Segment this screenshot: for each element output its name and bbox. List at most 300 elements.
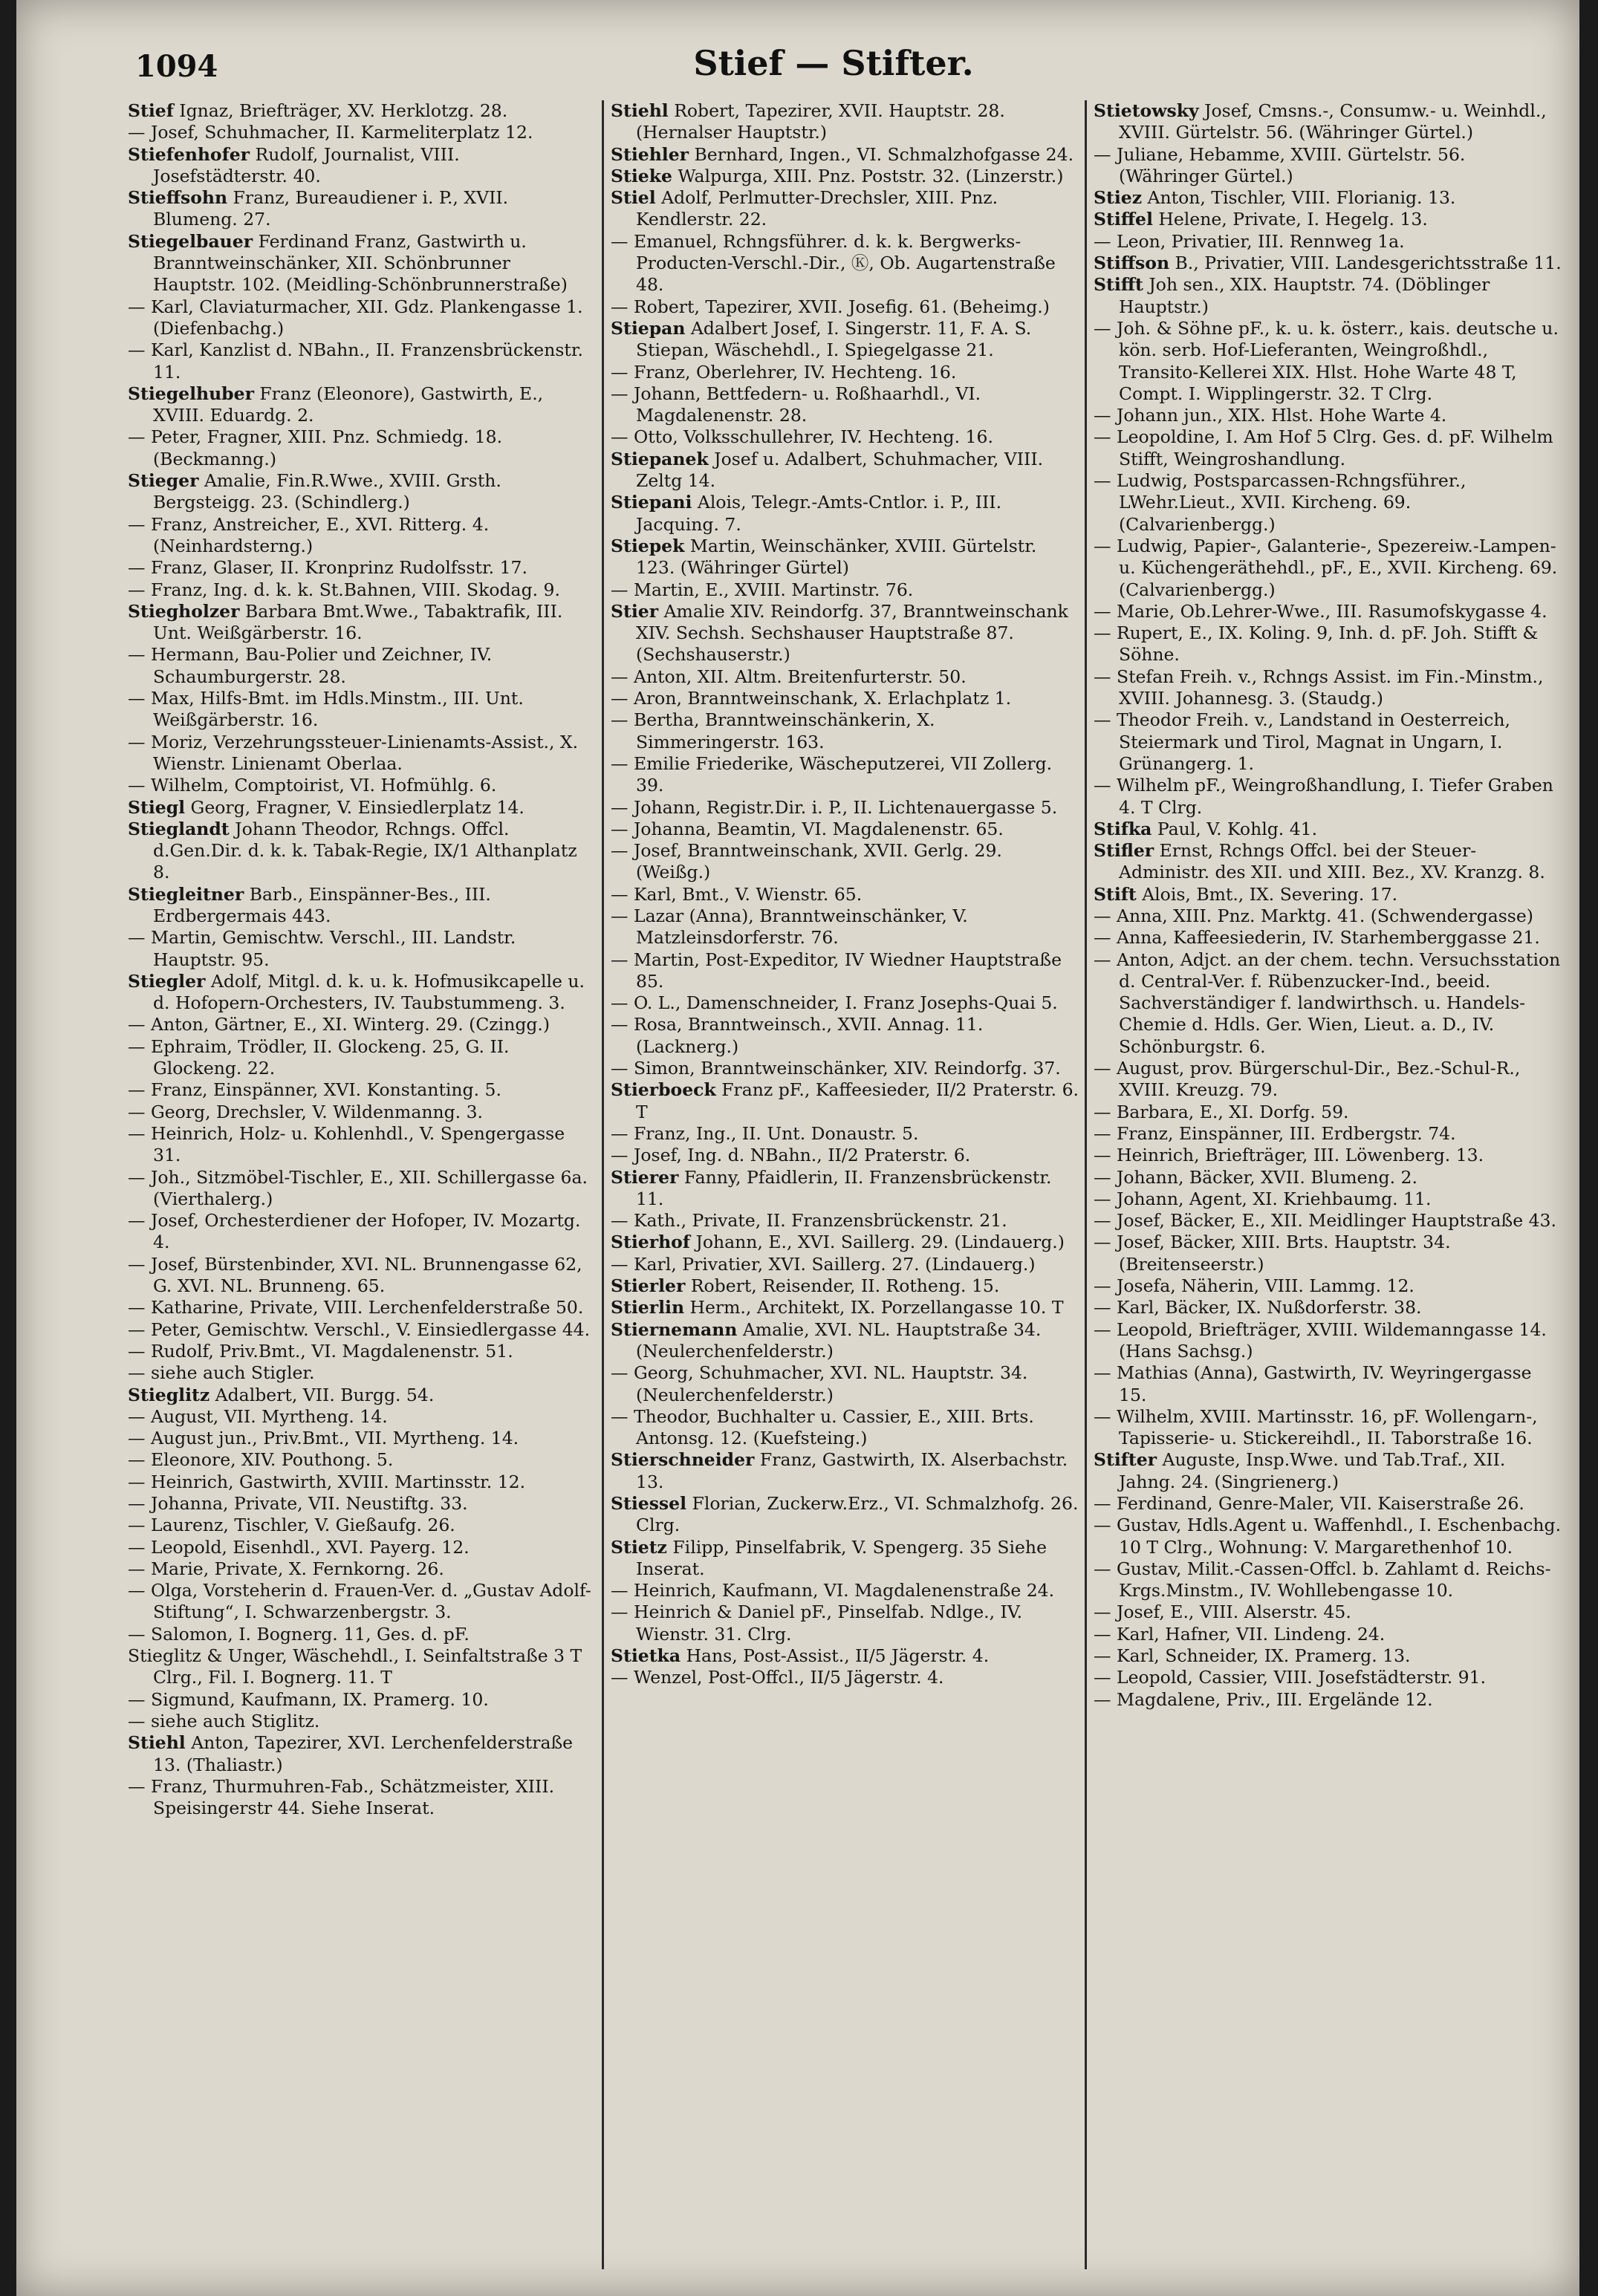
entry-text: — Emilie Friederike, Wäscheputzerei, VII Zollerg. 39.: [611, 752, 1053, 796]
directory-entry: [611, 1667, 1080, 1688]
entry-text: Amalie XIV. Reindorfg. 37, Branntweinschank XIV. Sechsh. Sechshauser Hauptstraße 87. (Sechshauserstr.): [636, 600, 1068, 666]
directory-entry: [128, 1319, 597, 1341]
entry-text: Fanny, Pfaidlerin, II. Franzensbrückenstr. 11.: [636, 1166, 1052, 1209]
entry-text: — Josef, E., VIII. Alserstr. 45.: [1094, 1601, 1351, 1623]
directory-entry: [1094, 1645, 1563, 1667]
entry-text: — Johann, Agent, XI. Kriehbaumg. 11.: [1094, 1188, 1432, 1209]
directory-entry: [611, 362, 1080, 383]
page-header: [105, 42, 1562, 94]
directory-entry: [611, 536, 1080, 579]
entry-text: Amalie, XVI. NL. Hauptstraße 34. (Neulerchenfelderstr.): [636, 1318, 1042, 1362]
entry-text: — Anton, XII. Altm. Breitenfurterstr. 50.: [611, 666, 967, 687]
directory-entry: [128, 1123, 597, 1167]
entry-text: — Heinrich, Holz- u. Kohlenhdl., V. Spengergasse 31.: [128, 1122, 565, 1166]
entry-text: — Heinrich, Gastwirth, XVIII. Martinsstr. 12.: [128, 1471, 526, 1492]
directory-entry: [128, 1537, 597, 1558]
entry-text: — Anna, Kaffeesiederin, IV. Starhemberggasse 21.: [1094, 927, 1540, 949]
entry-surname: Stieglandt: [128, 818, 230, 839]
entry-text: — Karl, Schneider, IX. Pramerg. 13.: [1094, 1645, 1411, 1667]
directory-entry: [1094, 1123, 1563, 1145]
directory-entry: [128, 1732, 597, 1776]
column-divider: [602, 100, 604, 2269]
entry-text: Amalie, Fin.R.Wwe., XVIII. Grsth. Bergsteigg. 23. (Schindlerg.): [153, 470, 501, 513]
entry-columns: [128, 100, 1569, 2269]
entry-text: Ernst, Rchngs Offcl. bei der Steuer-Administr. des XII. und XIII. Bez., XV. Kranzg. 8.: [1119, 840, 1545, 883]
entry-text: — siehe auch Stigler.: [128, 1362, 315, 1384]
directory-entry: [611, 1254, 1080, 1275]
directory-entry: [1094, 819, 1563, 840]
entry-text: — Johann, Bettfedern- u. Roßhaarhdl., VI. Magdalenenstr. 28.: [611, 383, 981, 426]
directory-entry: [611, 797, 1080, 819]
entry-text: — Josef, Ing. d. NBahn., II/2 Praterstr. 6.: [611, 1145, 971, 1166]
entry-surname: Stifter: [1094, 1449, 1157, 1471]
entry-surname: Stietz: [611, 1536, 667, 1558]
directory-entry: [128, 1558, 597, 1580]
directory-entry: [128, 1711, 597, 1732]
directory-entry: [128, 797, 597, 819]
directory-entry: [128, 927, 597, 971]
running-title: Stief — Stifter.: [693, 43, 974, 83]
entry-text: — Martin, Post-Expeditor, IV Wiedner Hauptstraße 85.: [611, 949, 1062, 992]
entry-text: Johann Theodor, Rchngs. Offcl. d.Gen.Dir. d. k. k. Tabak-Regie, IX/1 Althanplatz 8.: [153, 818, 577, 883]
entry-text: — Karl, Bäcker, IX. Nußdorferstr. 38.: [1094, 1297, 1422, 1318]
entry-text: — Karl, Hafner, VII. Lindeng. 24.: [1094, 1623, 1386, 1645]
entry-text: Auguste, Insp.Wwe. und Tab.Traf., XII. Jahng. 24. (Singrienerg.): [1119, 1449, 1506, 1492]
directory-entry: [611, 1601, 1080, 1645]
entry-text: — Georg, Drechsler, V. Wildenmanng. 3.: [128, 1101, 483, 1122]
directory-entry: [128, 426, 597, 470]
directory-entry: [128, 122, 597, 143]
directory-entry: [1094, 536, 1563, 601]
entry-text: — Franz, Glaser, II. Kronprinz Rudolfsstr. 17.: [128, 557, 527, 579]
entry-text: — Rosa, Branntweinsch., XVII. Annag. 11. (Lacknerg.): [611, 1014, 984, 1057]
entry-surname: Stiffson: [1094, 253, 1170, 274]
entry-text: — Franz, Einspänner, XVI. Konstanting. 5.: [128, 1079, 501, 1101]
entry-text: Helene, Private, I. Hegelg. 13.: [1152, 209, 1428, 230]
entry-text: Adalbert Josef, I. Singerstr. 11, F. A. S. Stiepan, Wäschehdl., I. Spiegelgasse 21.: [636, 317, 1032, 361]
entry-surname: Stiegelhuber: [128, 383, 254, 404]
entry-surname: Stiegholzer: [128, 600, 240, 622]
directory-entry: [128, 884, 597, 928]
directory-entry: [611, 383, 1080, 427]
directory-entry: [128, 1014, 597, 1035]
directory-entry: [1094, 709, 1563, 775]
directory-entry: [1094, 622, 1563, 666]
entry-text: — Karl, Claviaturmacher, XII. Gdz. Plankengasse 1. (Diefenbachg.): [128, 296, 583, 339]
directory-entry: [611, 819, 1080, 840]
directory-entry: [1094, 100, 1563, 144]
directory-entry: [128, 100, 597, 122]
entry-text: — August, VII. Myrtheng. 14.: [128, 1405, 388, 1427]
directory-entry: [128, 688, 597, 732]
entry-text: Robert, Tapezirer, XVII. Hauptstr. 28. (Hernalser Hauptstr.): [636, 100, 1005, 143]
entry-text: — Leopoldine, I. Am Hof 5 Clrg. Ges. d. pF. Wilhelm Stifft, Weingroshandlung.: [1094, 426, 1553, 469]
directory-entry: [128, 1515, 597, 1536]
entry-text: — Emanuel, Rchngsführer. d. k. k. Bergwerks-Producten-Verschl.-Dir., Ⓚ, Ob. Augartenstraße 48.: [611, 230, 1056, 296]
entry-text: — Josef, Branntweinschank, XVII. Gerlg. 29. (Weißg.): [611, 840, 1002, 883]
entry-text: — Aron, Branntweinschank, X. Erlachplatz 1.: [611, 688, 1012, 709]
directory-entry: [128, 383, 597, 427]
directory-entry: [611, 1406, 1080, 1450]
column-left: [128, 100, 597, 2269]
directory-entry: [1094, 1406, 1563, 1450]
entry-text: — Leopold, Cassier, VIII. Josefstädterstr. 91.: [1094, 1667, 1487, 1688]
directory-entry: [611, 100, 1080, 144]
entry-text: B., Privatier, VIII. Landesgerichtsstraße 11.: [1169, 253, 1562, 274]
entry-surname: Stieger: [128, 470, 199, 492]
directory-entry: [1094, 1188, 1563, 1210]
directory-entry: [1094, 144, 1563, 188]
entry-text: — Johann, Bäcker, XVII. Blumeng. 2.: [1094, 1166, 1417, 1188]
directory-entry: [611, 1145, 1080, 1166]
entry-surname: Stierboeck: [611, 1079, 716, 1101]
directory-entry: [128, 1406, 597, 1428]
entry-surname: Stiepanek: [611, 448, 709, 469]
entry-text: — Ferdinand, Genre-Maler, VII. Kaiserstraße 26.: [1094, 1493, 1524, 1514]
directory-entry: [128, 1580, 597, 1624]
directory-entry: [611, 1319, 1080, 1363]
page-number: 1094: [135, 49, 218, 84]
entry-text: — Franz, Einspänner, III. Erdbergstr. 74.: [1094, 1122, 1456, 1144]
entry-text: — Franz, Oberlehrer, IV. Hechteng. 16.: [611, 361, 957, 383]
directory-entry: [1094, 1232, 1563, 1275]
directory-entry: [1094, 1145, 1563, 1166]
directory-entry: [1094, 318, 1563, 405]
directory-entry: [128, 231, 597, 296]
column-middle: [611, 100, 1080, 2269]
entry-text: — Joh. & Söhne pF., k. u. k. österr., kais. deutsche u. kön. serb. Hof-Lieferanten, Weingroßhdl., Transito-Kellerei XIX. Hlst. Hohe Warte 48 T, Compt. I. Wipplingerstr. 32. T Clrg.: [1094, 317, 1559, 404]
entry-text: — Ephraim, Trödler, II. Glockeng. 25, G. II. Glockeng. 22.: [128, 1035, 510, 1079]
directory-entry: [611, 884, 1080, 905]
directory-entry: [128, 1036, 597, 1080]
directory-entry: [611, 1362, 1080, 1406]
directory-entry: [1094, 1624, 1563, 1645]
entry-text: — Olga, Vorsteherin d. Frauen-Ver. d. „Gustav Adolf-Stiftung“, I. Schwarzenbergstr. 3.: [128, 1580, 591, 1623]
directory-entry: [1094, 840, 1563, 884]
directory-entry: [128, 1471, 597, 1493]
directory-entry: [1094, 1058, 1563, 1102]
entry-text: Alois, Bmt., IX. Severing. 17.: [1136, 883, 1398, 905]
entry-text: — Sigmund, Kaufmann, IX. Pramerg. 10.: [128, 1688, 489, 1710]
directory-entry: [128, 1210, 597, 1254]
entry-text: — Eleonore, XIV. Pouthong. 5.: [128, 1449, 394, 1471]
entry-text: Rudolf, Journalist, VIII. Josefstädterstr. 40.: [153, 143, 460, 186]
directory-entry: [128, 1689, 597, 1711]
directory-entry: [1094, 426, 1563, 470]
directory-entry: [128, 732, 597, 775]
directory-entry: [611, 231, 1080, 296]
entry-surname: Stierschneider: [611, 1449, 755, 1471]
entry-text: Anton, Tapezirer, XVI. Lerchenfelderstraße 13. (Thaliastr.): [153, 1732, 574, 1775]
entry-text: Martin, Weinschänker, XVIII. Gürtelstr. 123. (Währinger Gürtel): [636, 535, 1037, 579]
entry-surname: Stierer: [611, 1166, 679, 1188]
entry-text: Franz, Gastwirth, IX. Alserbachstr. 13.: [636, 1449, 1068, 1492]
column-divider: [1085, 100, 1087, 2269]
entry-text: — Franz, Ing., II. Unt. Donaustr. 5.: [611, 1122, 919, 1144]
entry-text: — Mathias (Anna), Gastwirth, IV. Weyringergasse 15.: [1094, 1362, 1532, 1405]
directory-entry: [611, 1058, 1080, 1079]
entry-text: — O. L., Damenschneider, I. Franz Josephs-Quai 5.: [611, 992, 1058, 1014]
entry-text: — Ludwig, Postsparcassen-Rchngsführer., LWehr.Lieut., XVII. Kircheng. 69. (Calvarienbergg.): [1094, 470, 1467, 535]
directory-entry: [1094, 905, 1563, 927]
directory-entry: [611, 492, 1080, 536]
entry-text: Franz (Eleonore), Gastwirth, E., XVIII. Eduardg. 2.: [153, 383, 544, 426]
entry-text: — Josef, Schuhmacher, II. Karmeliterplatz 12.: [128, 122, 533, 143]
directory-entry: [128, 1297, 597, 1318]
directory-entry: [611, 1014, 1080, 1058]
entry-text: — Barbara, E., XI. Dorfg. 59.: [1094, 1101, 1349, 1122]
entry-text: Bernhard, Ingen., VI. Schmalzhofgasse 24.: [689, 143, 1074, 165]
entry-text: Johann, E., XVI. Saillerg. 29. (Lindauerg.): [689, 1232, 1065, 1253]
entry-text: — Josef, Bäcker, E., XII. Meidlinger Hauptstraße 43.: [1094, 1210, 1556, 1232]
directory-entry: [611, 1537, 1080, 1581]
directory-entry: [128, 1167, 597, 1211]
entry-text: Adalbert, VII. Burgg. 54.: [210, 1384, 435, 1405]
entry-text: Herm., Architekt, IX. Porzellangasse 10. T: [684, 1297, 1064, 1318]
entry-text: Barbara Bmt.Wwe., Tabaktrafik, III. Unt. Weißgärberstr. 16.: [153, 600, 563, 644]
entry-text: — Anna, XIII. Pnz. Marktg. 41. (Schwendergasse): [1094, 905, 1533, 926]
entry-text: Hans, Post-Assist., II/5 Jägerstr. 4.: [681, 1645, 990, 1667]
entry-text: Adolf, Perlmutter-Drechsler, XIII. Pnz. Kendlerstr. 22.: [636, 187, 998, 230]
entry-text: — Lazar (Anna), Branntweinschänker, V. Matzleinsdorferstr. 76.: [611, 905, 968, 949]
entry-text: Anton, Tischler, VIII. Florianig. 13.: [1142, 187, 1456, 209]
directory-entry: [611, 187, 1080, 231]
entry-surname: Stiepani: [611, 492, 692, 513]
directory-entry: [1094, 775, 1563, 819]
directory-entry: [128, 144, 597, 188]
entry-surname: Stiegelbauer: [128, 230, 253, 252]
directory-entry: [128, 557, 597, 579]
directory-entry: [611, 579, 1080, 601]
directory-entry: [1094, 470, 1563, 536]
directory-entry: [611, 1580, 1080, 1601]
entry-text: — Leon, Privatier, III. Rennweg 1a.: [1094, 230, 1405, 252]
entry-text: — Martin, Gemischtw. Verschl., III. Landstr. Hauptstr. 95.: [128, 927, 516, 970]
directory-entry: [611, 1275, 1080, 1297]
directory-entry: [128, 1493, 597, 1515]
entry-surname: Stieglitz: [128, 1384, 210, 1405]
directory-entry: [611, 753, 1080, 797]
directory-entry: [611, 1210, 1080, 1232]
entry-text: — Franz, Thurmuhren-Fab., Schätzmeister, XIII. Speisingerstr 44. Siehe Inserat.: [128, 1775, 555, 1819]
entry-text: — Hermann, Bau-Polier und Zeichner, IV. Schaumburgerstr. 28.: [128, 644, 493, 687]
directory-entry: [611, 905, 1080, 949]
directory-entry: [1094, 1449, 1563, 1493]
entry-text: — Josefa, Näherin, VIII. Lammg. 12.: [1094, 1275, 1415, 1297]
entry-text: — Juliane, Hebamme, XVIII. Gürtelstr. 56. (Währinger Gürtel.): [1094, 143, 1466, 186]
directory-entry: [1094, 1667, 1563, 1688]
directory-entry: [128, 1645, 597, 1689]
entry-text: — Franz, Ing. d. k. k. St.Bahnen, VIII. Skodag. 9.: [128, 579, 560, 600]
entry-text: Filipp, Pinselfabrik, V. Spengerg. 35 Siehe Inserat.: [636, 1536, 1047, 1579]
entry-text: Florian, Zuckerw.Erz., VI. Schmalzhofg. 26. Clrg.: [636, 1493, 1079, 1536]
entry-text: — Stefan Freih. v., Rchngs Assist. im Fin.-Minstm., XVIII. Johannesg. 3. (Staudg.): [1094, 666, 1544, 709]
directory-entry: [1094, 1558, 1563, 1602]
directory-entry: [128, 775, 597, 796]
entry-surname: Stifft: [1094, 274, 1143, 296]
entry-text: Alois, Telegr.-Amts-Cntlor. i. P., III. Jacquing. 7.: [636, 492, 1002, 535]
entry-surname: Stier: [611, 600, 659, 622]
directory-entry: [128, 1428, 597, 1449]
entry-text: Robert, Reisender, II. Rotheng. 15.: [685, 1275, 1000, 1297]
directory-entry: [611, 449, 1080, 492]
entry-surname: Stiehl: [128, 1732, 186, 1754]
entry-text: — Heinrich & Daniel pF., Pinselfab. Ndlge., IV. Wienstr. 31. Clrg.: [611, 1601, 1023, 1645]
entry-text: — Johanna, Beamtin, VI. Magdalenenstr. 65.: [611, 818, 1004, 839]
directory-entry: [1094, 884, 1563, 905]
entry-surname: Stiepek: [611, 535, 685, 556]
directory-entry: [611, 840, 1080, 884]
entry-text: Josef, Cmsns.-, Consumw.- u. Weinhdl., XVIII. Gürtelstr. 56. (Währinger Gürtel.): [1119, 100, 1547, 143]
directory-entry: [611, 1123, 1080, 1145]
entry-text: — Rupert, E., IX. Koling. 9, Inh. d. pF. Joh. Stifft & Söhne.: [1094, 622, 1539, 666]
directory-entry: [128, 296, 597, 340]
entry-text: — Kath., Private, II. Franzensbrückenstr. 21.: [611, 1210, 1007, 1232]
directory-entry: [611, 1297, 1080, 1318]
directory-entry: [1094, 1167, 1563, 1188]
entry-text: — Josef, Orchesterdiener der Hofoper, IV. Mozartg. 4.: [128, 1210, 581, 1253]
entry-text: Franz, Bureaudiener i. P., XVII. Blumeng. 27.: [153, 187, 509, 230]
directory-entry: [611, 296, 1080, 318]
directory-entry: [1094, 209, 1563, 230]
entry-text: Paul, V. Kohlg. 41.: [1152, 818, 1318, 839]
entry-surname: Stiehler: [611, 143, 689, 165]
entry-surname: Stiepan: [611, 317, 686, 339]
directory-entry: [1094, 187, 1563, 209]
entry-surname: Stierler: [611, 1275, 686, 1297]
entry-text: — Peter, Fragner, XIII. Pnz. Schmiedg. 18. (Beckmanng.): [128, 426, 503, 469]
entry-text: — Peter, Gemischtw. Verschl., V. Einsiedlergasse 44.: [128, 1318, 591, 1340]
directory-entry: [128, 1385, 597, 1406]
entry-text: — Wilhelm pF., Weingroßhandlung, I. Tiefer Graben 4. T Clrg.: [1094, 775, 1553, 818]
directory-entry: [128, 1624, 597, 1645]
entry-surname: Stieke: [611, 165, 672, 186]
directory-entry: [1094, 1493, 1563, 1515]
entry-text: — Marie, Private, X. Fernkorng. 26.: [128, 1558, 444, 1579]
directory-entry: [611, 1645, 1080, 1667]
directory-entry: [611, 949, 1080, 993]
directory-entry: [1094, 1102, 1563, 1123]
entry-surname: Stift: [1094, 883, 1137, 905]
entry-surname: Stiehl: [611, 100, 669, 121]
entry-surname: Stierhof: [611, 1232, 690, 1253]
directory-entry: [128, 187, 597, 231]
entry-surname: Stieffsohn: [128, 187, 228, 209]
entry-text: Ferdinand Franz, Gastwirth u. Branntweinschänker, XII. Schönbrunner Hauptstr. 102. (Meidling-Schönbrunnerstraße): [153, 230, 568, 296]
entry-surname: Stiefenhofer: [128, 143, 250, 165]
entry-text: — Franz, Anstreicher, E., XVI. Ritterg. 4. (Neinhardsterng.): [128, 513, 490, 556]
entry-text: — Gustav, Hdls.Agent u. Waffenhdl., I. Eschenbachg. 10 T Clrg., Wohnung: V. Margarethenhof 10.: [1094, 1515, 1562, 1558]
entry-text: Georg, Fragner, V. Einsiedlerplatz 14.: [185, 796, 524, 818]
directory-page: [16, 0, 1579, 2296]
directory-entry: [611, 688, 1080, 709]
entry-text: — Joh., Sitzmöbel-Tischler, E., XII. Schillergasse 6a. (Vierthalerg.): [128, 1166, 588, 1209]
entry-text: Joh sen., XIX. Hauptstr. 74. (Döblinger Hauptstr.): [1119, 274, 1490, 317]
entry-text: — Heinrich, Kaufmann, VI. Magdalenenstraße 24.: [611, 1580, 1055, 1601]
directory-entry: [611, 426, 1080, 448]
directory-entry: [611, 666, 1080, 688]
entry-text: — Martin, E., XVIII. Martinstr. 76.: [611, 579, 914, 600]
entry-text: — Marie, Ob.Lehrer-Wwe., III. Rasumofskygasse 4.: [1094, 600, 1547, 622]
directory-entry: [128, 339, 597, 383]
directory-entry: [611, 1232, 1080, 1253]
entry-surname: Stiel: [611, 187, 656, 209]
directory-entry: [611, 166, 1080, 187]
entry-text: — Otto, Volksschullehrer, IV. Hechteng. 16.: [611, 426, 993, 448]
entry-text: — Gustav, Milit.-Cassen-Offcl. b. Zahlamt d. Reichs-Krgs.Minstm., IV. Wohllebengasse 10.: [1094, 1558, 1551, 1601]
entry-text: — Simon, Branntweinschänker, XIV. Reindorfg. 37.: [611, 1058, 1061, 1079]
directory-entry: [128, 1079, 597, 1101]
entry-text: — Wilhelm, XVIII. Martinsstr. 16, pF. Wollengarn-, Tapisserie- u. Stickereihdl., II. Taborstraße 16.: [1094, 1405, 1538, 1449]
entry-surname: Stifler: [1094, 840, 1154, 862]
directory-entry: [128, 1776, 597, 1820]
entry-text: — Heinrich, Briefträger, III. Löwenberg. 13.: [1094, 1145, 1484, 1166]
entry-text: — Johanna, Private, VII. Neustiftg. 33.: [128, 1493, 468, 1514]
directory-entry: [1094, 274, 1563, 318]
entry-text: — Ludwig, Papier-, Galanterie-, Spezereiw.-Lampen- u. Küchengeräthehdl., pF., E., XVII. Kircheng. 69. (Calvarienbergg.): [1094, 535, 1558, 600]
directory-entry: [1094, 1601, 1563, 1623]
directory-entry: [128, 1362, 597, 1384]
entry-text: — Bertha, Branntweinschänkerin, X. Simmeringerstr. 163.: [611, 709, 935, 752]
entry-text: — Anton, Adjct. an der chem. techn. Versuchsstation d. Central-Ver. f. Rübenzucker-Ind., beeid. Sachverständiger f. landwirthsch. u. Handels-Chemie d. Hdls. Ger. Wien, Lieut. a. D., IV. Schönburgstr. 6.: [1094, 949, 1561, 1057]
directory-entry: [1094, 601, 1563, 622]
entry-text: — Katharine, Private, VIII. Lerchenfelderstraße 50.: [128, 1297, 584, 1318]
entry-text: — Robert, Tapezirer, XVII. Josefig. 61. (Beheimg.): [611, 296, 1050, 317]
entry-surname: Stifka: [1094, 818, 1152, 839]
entry-surname: Stiegleitner: [128, 883, 244, 905]
entry-text: Barb., Einspänner-Bes., III. Erdbergermais 443.: [153, 883, 491, 926]
entry-surname: Stiegler: [128, 970, 206, 992]
directory-entry: [1094, 1297, 1563, 1318]
directory-entry: [128, 579, 597, 601]
directory-entry: [611, 144, 1080, 166]
entry-text: — Theodor, Buchhalter u. Cassier, E., XIII. Brts. Antonsg. 12. (Kuefsteing.): [611, 1405, 1034, 1449]
entry-surname: Stiffel: [1094, 209, 1153, 230]
directory-entry: [128, 644, 597, 688]
entry-text: Josef u. Adalbert, Schuhmacher, VIII. Zeltg 14.: [636, 448, 1044, 492]
entry-text: — siehe auch Stiglitz.: [128, 1710, 320, 1731]
column-right: [1094, 100, 1563, 2269]
entry-text: — August jun., Priv.Bmt., VII. Myrtheng. 14.: [128, 1428, 519, 1449]
entry-surname: Stiez: [1094, 187, 1143, 209]
entry-text: — Magdalene, Priv., III. Ergelände 12.: [1094, 1688, 1433, 1710]
directory-entry: [1094, 666, 1563, 710]
directory-entry: [611, 1079, 1080, 1123]
directory-entry: [1094, 1689, 1563, 1711]
entry-text: Adolf, Mitgl. d. k. u. k. Hofmusikcapelle u. d. Hofopern-Orchesters, IV. Taubstummeng. 3.: [153, 970, 585, 1014]
entry-surname: Stief: [128, 100, 174, 121]
entry-text: — Leopold, Eisenhdl., XVI. Payerg. 12.: [128, 1536, 470, 1558]
directory-entry: [611, 1493, 1080, 1537]
entry-surname: Stiessel: [611, 1493, 687, 1514]
directory-entry: [128, 819, 597, 884]
directory-entry: [1094, 949, 1563, 1058]
entry-text: — Karl, Privatier, XVI. Saillerg. 27. (Lindauerg.): [611, 1253, 1036, 1275]
entry-text: — Karl, Kanzlist d. NBahn., II. Franzensbrückenstr. 11.: [128, 339, 583, 383]
directory-entry: [128, 601, 597, 645]
directory-entry: [1094, 1275, 1563, 1297]
directory-entry: [1094, 1319, 1563, 1363]
directory-entry: [1094, 1515, 1563, 1558]
entry-text: — Wenzel, Post-Offcl., II/5 Jägerstr. 4.: [611, 1667, 944, 1688]
directory-entry: [611, 1167, 1080, 1211]
directory-entry: [1094, 1362, 1563, 1406]
directory-entry: [611, 318, 1080, 362]
directory-entry: [128, 1102, 597, 1123]
directory-entry: [1094, 253, 1563, 274]
directory-entry: [611, 601, 1080, 666]
entry-text: — Wilhelm, Comptoirist, VI. Hofmühlg. 6.: [128, 775, 497, 796]
